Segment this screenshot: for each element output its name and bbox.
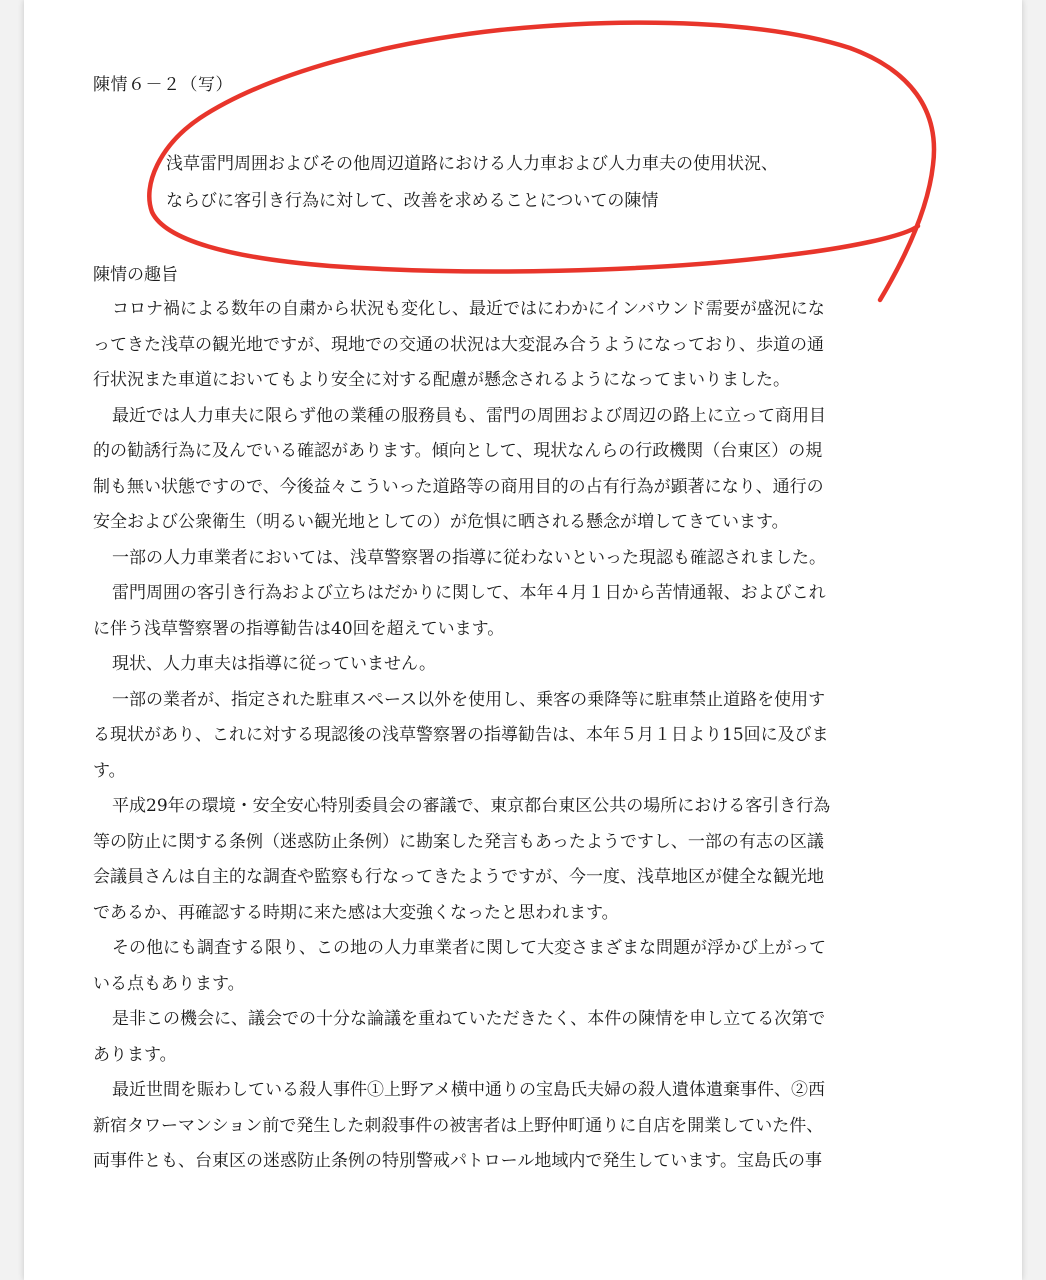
body-line: 現状、人力車夫は指導に従っていません。 xyxy=(112,654,437,674)
body-line: に伴う浅草警察署の指導勧告は40回を超えています。 xyxy=(93,618,505,639)
body-line: あります。 xyxy=(93,1044,177,1065)
body-line: 両事件とも、台東区の迷惑防止条例の特別警戒パトロール地域内で発生しています。宝島氏の事 xyxy=(93,1151,822,1171)
body-line: 等の防止に関する条例（迷惑防止条例）に勘案した発言もあったようですし、一部の有志の区議 xyxy=(93,831,824,852)
body-line: コロナ禍による数年の自粛から状況も変化し、最近ではにわかにインバウンド需要が盛況にな xyxy=(112,299,825,319)
section-heading: 陳情の趣旨 xyxy=(93,265,178,285)
petition-body xyxy=(93,292,905,1180)
body-line: 安全および公衆衛生（明るい観光地としての）が危惧に晒される懸念が増してきています。 xyxy=(93,512,789,532)
body-line: であるか、再確認する時期に来た感は大変強くなったと思われます。 xyxy=(93,902,619,923)
body-line: 最近では人力車夫に限らず他の業種の服務員も、雷門の周囲および周辺の路上に立って商用目 xyxy=(112,405,826,426)
body-line: る現状があり、これに対する現認後の浅草警察署の指導勧告は、本年５月１日より15回に及びま xyxy=(93,725,829,745)
body-line: 新宿タワーマンション前で発生した刺殺事件の被害者は上野仲町通りに自店を開業していた件、 xyxy=(93,1115,824,1136)
body-line: 是非この機会に、議会での十分な論議を重ねていただきたく、本件の陳情を申し立てる次第で xyxy=(112,1009,826,1029)
body-line: 雷門周囲の客引き行為および立ちはだかりに関して、本年４月１日から苦情通報、およびこれ xyxy=(112,583,826,603)
body-line: 最近世間を賑わしている殺人事件①上野アメ横中通りの宝島氏夫婦の殺人遺体遺棄事件、②西 xyxy=(112,1080,825,1100)
petition-subject xyxy=(166,146,778,220)
body-line: 一部の業者が、指定された駐車スペース以外を使用し、乗客の乗降等に駐車禁止道路を使用す xyxy=(112,689,826,710)
body-line: す。 xyxy=(93,760,126,781)
body-line: 的の勧誘行為に及んでいる確認があります。傾向として、現状なんらの行政機関（台東区）の規 xyxy=(93,441,823,461)
body-line: いる点もあります。 xyxy=(93,973,245,994)
body-line: ってきた浅草の観光地ですが、現地での交通の状況は大変混み合うようになっており、歩道の通 xyxy=(93,334,824,355)
body-line: 一部の人力車業者においては、浅草警察署の指導に従わないといった現認も確認されました。 xyxy=(112,547,826,568)
document-number-label: 陳情６－２（写） xyxy=(93,75,233,95)
subject-line-1: 浅草雷門周囲およびその他周辺道路における人力車および人力車夫の使用状況、 xyxy=(166,154,778,174)
body-line: 行状況また車道においてもより安全に対する配慮が懸念されるようになってまいりました。 xyxy=(93,370,790,390)
body-line: その他にも調査する限り、この地の人力車業者に関して大変さまざまな問題が浮かび上がって xyxy=(112,938,826,958)
body-line: 会議員さんは自主的な調査や監察も行なってきたようですが、今一度、浅草地区が健全な観光地 xyxy=(93,867,824,887)
body-line: 平成29年の環境・安全安心特別委員会の審議で、東京都台東区公共の場所における客引き行為 xyxy=(112,796,831,816)
body-line: 制も無い状態ですので、今後益々こういった道路等の商用目的の占有行為が顕著になり、通行の xyxy=(93,476,824,497)
subject-line-2: ならびに客引き行為に対して、改善を求めることについての陳情 xyxy=(166,191,659,211)
